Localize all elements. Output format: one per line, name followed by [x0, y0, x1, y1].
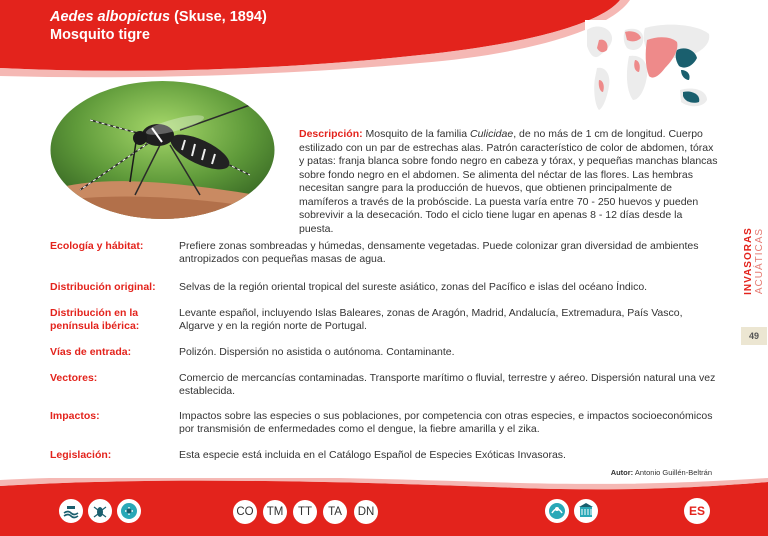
section-title-word-2: ACUÁTICAS [754, 227, 765, 295]
region-code-tm: TM [263, 500, 287, 524]
row-text-legislacion: Esta especie está incluida en el Catálogo Español de Especies Exóticas Invasoras. [179, 449, 566, 461]
author-credit [611, 468, 712, 477]
row-text-vectores: Comercio de mercancías contaminadas. Transporte marítimo o fluvial, terrestre y aéreo. Dispersión natural una vez establecida. [179, 372, 716, 397]
wetland-icon [59, 499, 83, 523]
row-label-ecologia: Ecología y hábitat: [50, 240, 144, 252]
species-photo [50, 80, 275, 220]
section-side-tab [741, 195, 767, 325]
row-text-ecologia: Prefiere zonas sombreadas y húmedas, densamente vegetadas. Puede colonizar gran diversidad de ambientes antropizados con pequeñas masas de agua. [179, 240, 699, 265]
footer-wave [0, 478, 768, 536]
insect-icon [88, 499, 112, 523]
page-number: 49 [741, 327, 767, 345]
row-label-impactos: Impactos: [50, 410, 100, 422]
distribution-map [585, 20, 715, 115]
region-code-tt: TT [293, 500, 317, 524]
description-text-2: , de no más de 1 cm de longitud. Cuerpo estilizado con un par de estrechas alas. Patrón característico de color de abdomen, tórax y patas: franja blanca sobre fondo negro en cabeza y tórax, y pequeñas manchas blancas sobre fondo negro en el abdomen. Se alimenta del néctar de las flores. Las hembras necesitan sangre para la producción de huevos, que obtienen principalmente de mamíferos a través de la probóscide. La puesta varía entre 70 - 250 huevos y pueden sobrevivir a la desecación. Todo el ciclo tiene lugar en apenas 8 - 12 días desde la puesta. [299, 128, 718, 235]
mosquito-icon [117, 499, 141, 523]
climate-icon [545, 499, 569, 523]
description [299, 128, 719, 236]
description-text-1: Mosquito de la familia [362, 128, 470, 140]
row-text-distribucion-original: Selvas de la región oriental tropical del sureste asiático, zonas del Pacífico e islas del océano Índico. [179, 281, 648, 293]
row-label-distribucion-original: Distribución original: [50, 281, 156, 293]
description-family: Culicidae [470, 128, 514, 140]
row-text-impactos: Impactos sobre las especies o sus poblaciones, por competencia con otras especies, e impactos socioeconómicos por transmisión de enfermedades como el dengue, la fiebre amarilla y el zika. [179, 410, 713, 435]
row-label-vias-entrada: Vías de entrada: [50, 346, 132, 358]
building-icon [574, 499, 598, 523]
author-name: Antonio Guillén-Beltrán [634, 468, 712, 477]
row-text-vias-entrada: Polizón. Dispersión no asistida o autónoma. Contaminante. [179, 346, 455, 358]
species-authority: (Skuse, 1894) [174, 9, 267, 25]
row-label-vectores: Vectores: [50, 372, 98, 384]
region-code-ta: TA [323, 500, 347, 524]
common-name: Mosquito tigre [50, 27, 150, 43]
author-label: Autor: [610, 468, 634, 477]
row-label-legislacion: Legislación: [50, 449, 112, 461]
row-label-distribucion-peninsula: Distribución en la península ibérica: [50, 307, 140, 332]
description-label: Descripción: [299, 128, 363, 140]
species-name [50, 8, 267, 26]
language-badge: ES [684, 498, 710, 524]
region-code-co: CO [233, 500, 257, 524]
region-code-dn: DN [354, 500, 378, 524]
scientific-name: Aedes albopictus [50, 9, 171, 25]
row-text-distribucion-peninsula: Levante español, incluyendo Islas Baleares, zonas de Aragón, Madrid, Andalucía, Extremadura, País Vasco, Algarve y en la región norte de Portugal. [179, 307, 683, 332]
section-title [743, 193, 765, 329]
section-title-word-1: INVASORAS [743, 227, 754, 295]
